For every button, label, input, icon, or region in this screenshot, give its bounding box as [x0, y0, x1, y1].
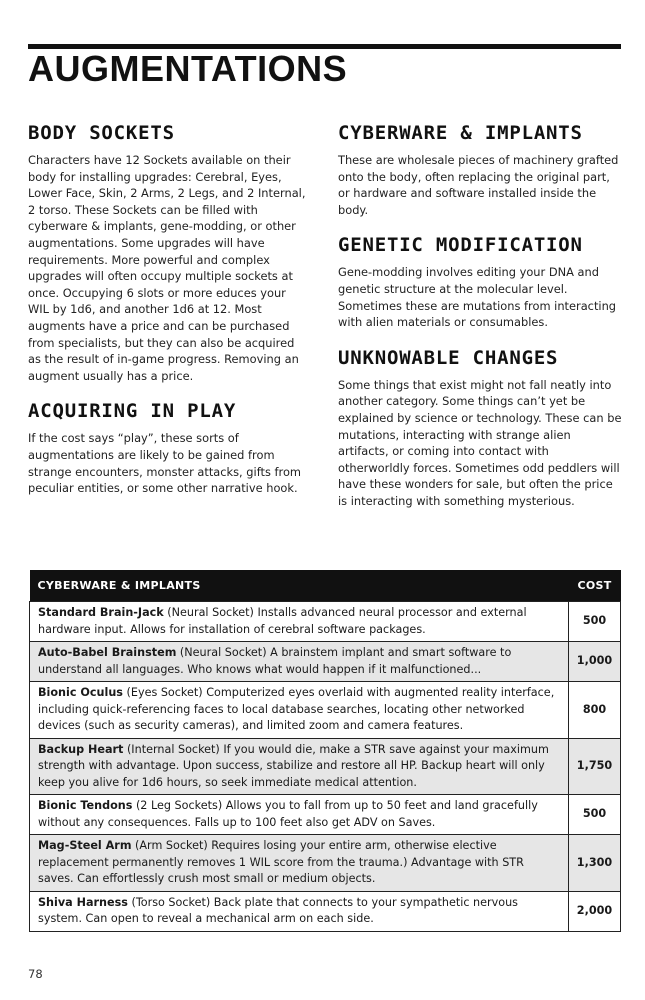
body-sockets-heading: BODY SOCKETS [28, 122, 175, 144]
right-column [338, 120, 623, 524]
unknowable-changes-text: Some things that exist might not fall neatly into another category. Some things can’t yet be explained by science or technology. These can be mutations, interacting with strange alien artifacts, or coming into contact with otherworldly forces. Sometimes odd peddlers will have these wonders for sale, but often the price is interacting with something mysterious. [338, 377, 622, 508]
table-header-item: CYBERWARE & IMPLANTS [30, 570, 569, 602]
augment-name: Auto-Babel Brainstem [38, 646, 177, 659]
table-row [30, 738, 621, 795]
acquiring-in-play-heading: ACQUIRING IN PLAY [28, 400, 237, 423]
table-header-cost: COST [569, 570, 621, 602]
genetic-modification-heading: GENETIC MODIFICATION [338, 234, 583, 257]
augment-description: (Torso Socket) Back plate that connects to your sympathetic nervous system. Can open to reveal a mechanical arm on each side. [38, 895, 518, 925]
section-acquiring-in-play [28, 398, 308, 496]
table-row [30, 602, 621, 642]
section-genetic-modification [338, 232, 623, 330]
augment-description-cell [30, 795, 569, 835]
augment-description: (Eyes Socket) Computerized eyes overlaid with augmented reality interface, including quick-referencing faces to local database searches, locating other networked devices (such as security cameras), and limited zoom and camera features. [38, 686, 555, 732]
augment-cost: 1,300 [569, 835, 621, 892]
augment-description-cell [30, 891, 569, 931]
augment-cost: 500 [569, 795, 621, 835]
body-sockets-text: Characters have 12 Sockets available on their body for installing upgrades: Cerebral, Eyes, Lower Face, Skin, 2 Arms, 2 Legs, and 2 Internal, 2 torso. These Sockets can be filled with cyberware & implants, gene-modding, or other augmentations. Some upgrades will have requirements. More powerful and complex upgrades will often occupy multiple sockets at once. Occupying 6 slots or more educes your WIL by 1d6, and another 1d6 at 12. Most augments have a price and can be purchased from specialists, but they can also be acquired as the result of in-game progress. Removing an augment usually has a price. [28, 153, 306, 383]
section-cyberware-implants [338, 120, 623, 218]
genetic-modification-text: Gene-modding involves editing your DNA and genetic structure at the molecular level. Sometimes these are mutations from interacting with alien materials or consumables. [338, 265, 617, 330]
augment-name: Standard Brain-Jack [38, 606, 164, 619]
augment-description: (Internal Socket) If you would die, make a STR save against your maximum strength with advantage. Upon success, stabilize and restore all HP. Backup heart will only keep you alive for 1d6 hours, so seek immediate medical attention. [38, 742, 549, 789]
augment-cost: 1,750 [569, 738, 621, 795]
table-row [30, 642, 621, 682]
augment-description-cell [30, 642, 569, 682]
cyberware-implants-heading: CYBERWARE & IMPLANTS [338, 122, 583, 144]
augment-description-cell [30, 682, 569, 739]
table-header-row [30, 570, 621, 602]
augment-name: Mag-Steel Arm [38, 839, 132, 852]
augment-cost: 800 [569, 682, 621, 739]
augment-description-cell [30, 835, 569, 892]
augment-description: (Arm Socket) Requires losing your entire arm, otherwise elective replacement permanently removes 1 WIL score from the trauma.) Advantage with STR saves. Can effortlessly crush most small or medium objects. [38, 839, 524, 885]
left-column [28, 120, 308, 511]
section-body-sockets [28, 120, 308, 384]
augment-description: (Neural Socket) A brainstem implant and smart software to understand all languages. Who knows what would happen if it malfunctioned... [38, 646, 512, 676]
augment-description-cell [30, 738, 569, 795]
table-row [30, 795, 621, 835]
acquiring-in-play-text: If the cost says “play”, these sorts of augmentations are likely to be gained from strange encounters, monster attacks, gifts from peculiar entities, or some other narrative hook. [28, 431, 302, 496]
page-title: AUGMENTATIONS [28, 48, 348, 89]
augment-cost: 500 [569, 602, 621, 642]
augment-description-cell [30, 602, 569, 642]
augment-name: Shiva Harness [38, 895, 128, 909]
table-row [30, 835, 621, 892]
section-unknowable-changes [338, 345, 623, 510]
augment-name: Bionic Tendons [38, 799, 133, 812]
augment-name: Backup Heart [38, 742, 124, 756]
augment-name: Bionic Oculus [38, 686, 123, 699]
unknowable-changes-heading: UNKNOWABLE CHANGES [338, 346, 559, 369]
cyberware-implants-text: These are wholesale pieces of machinery grafted onto the body, often replacing the original part, or hardware and software installed inside the body. [338, 153, 619, 217]
page-number: 78 [28, 967, 43, 981]
augment-cost: 1,000 [569, 642, 621, 682]
table-row [30, 682, 621, 739]
augment-description: (2 Leg Sockets) Allows you to fall from up to 50 feet and land gracefully without any consequences. Falls up to 100 feet also get ADV on Saves. [38, 799, 538, 829]
table-row [30, 891, 621, 931]
cyberware-table-container [29, 570, 620, 932]
augment-description: (Neural Socket) Installs advanced neural processor and external hardware input. Allows for installation of cerebral software packages. [38, 606, 527, 636]
cyberware-table [29, 570, 621, 932]
augment-cost: 2,000 [569, 891, 621, 931]
